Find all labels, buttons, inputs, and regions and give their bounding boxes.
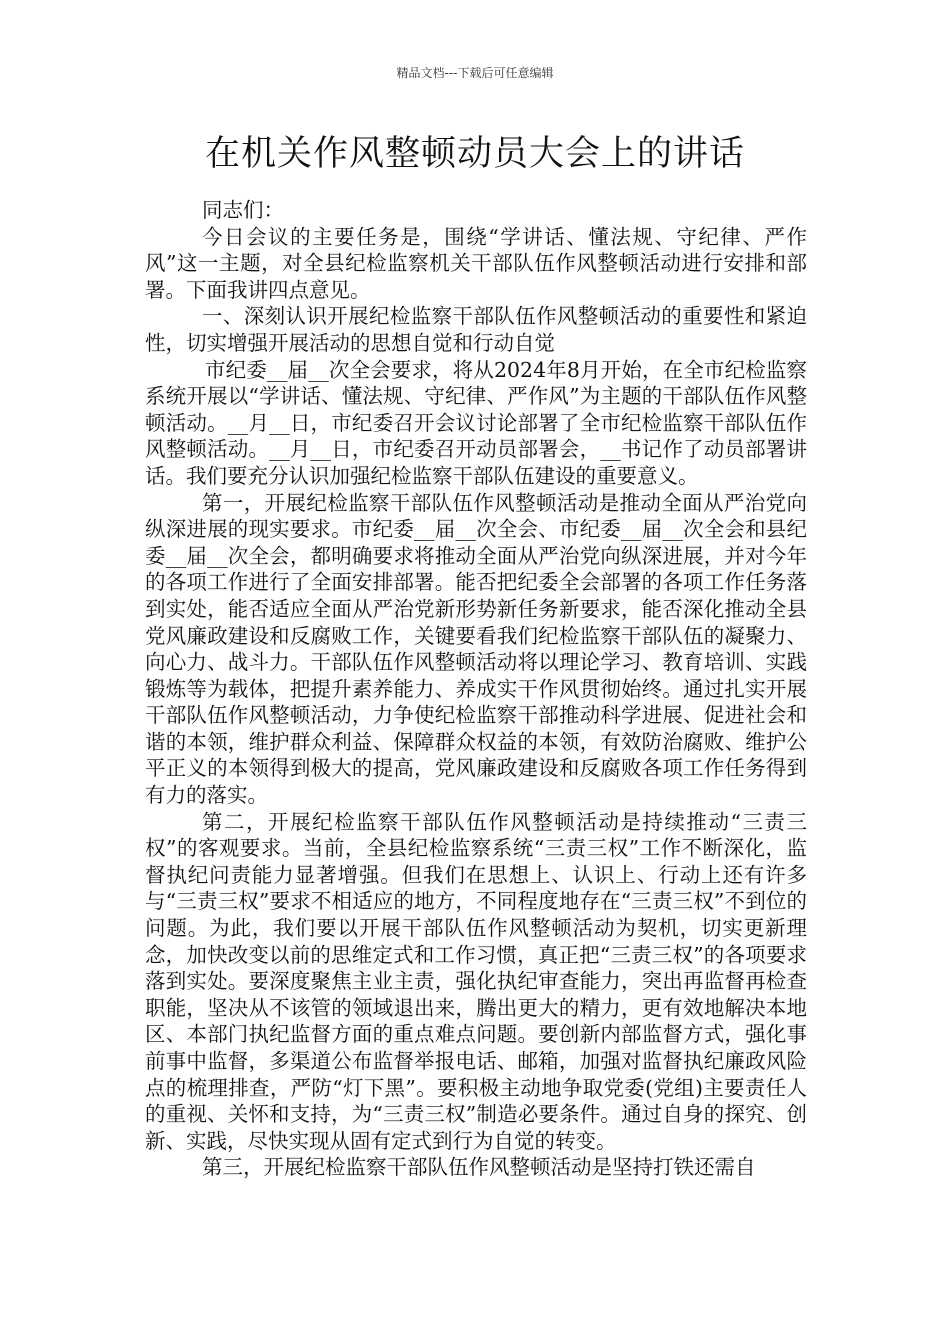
- paragraph-point-first: 第一，开展纪检监察干部队伍作风整顿活动是推动全面从严治党向纵深进展的现实要求。市纪委__届__次全会、市纪委__届__次全会和县纪委__届__次全会，都明确要求将推动全面从严治党向纵深进展，并对今年的各项工作进行了全面安排部署。能否把纪委全会部署的各项工作任务落到实处，能否适应全面从严治党新形势新任务新要求，能否深化推动全县党风廉政建设和反腐败工作，关键要看我们纪检监察干部队伍的凝聚力、向心力、战斗力。干部队伍作风整顿活动将以理论学习、教育培训、实践锻炼等为载体，把提升素养能力、养成实干作风贯彻始终。通过扎实开展干部队伍作风整顿活动，力争使纪检监察干部推动科学进展、促进社会和谐的本领，维护群众利益、保障群众权益的本领，有效防治腐败、维护公平正义的本领得到极大的提高，党风廉政建设和反腐败各项工作任务得到有力的落实。: [145, 490, 807, 808]
- paragraph-point-third: 第三，开展纪检监察干部队伍作风整顿活动是坚持打铁还需自: [202, 1155, 756, 1180]
- document-title: 在机关作风整顿动员大会上的讲话: [204, 134, 745, 174]
- paragraph-intro: 今日会议的主要任务是，围绕“学讲话、懂法规、守纪律、严作风”这一主题，对全县纪检监察机关干部队伍作风整顿活动进行安排和部署。下面我讲四点意见。: [145, 224, 807, 302]
- paragraph-background: 市纪委__届__次全会要求，将从2024年8月开始，在全市纪检监察系统开展以“学讲话、懂法规、守纪律、严作风”为主题的干部队伍作风整顿活动。__月__日，市纪委召开会议讨论部署了全市纪检监察干部队伍作风整顿活动。__月__日，市纪委召开动员部署会，__书记作了动员部署讲话。我们要充分认识加强纪检监察干部队伍建设的重要意义。: [145, 357, 807, 488]
- paragraph-point-second: 第二，开展纪检监察干部队伍作风整顿活动是持续推动“三责三权”的客观要求。当前，全县纪检监察系统“三责三权”工作不断深化，监督执纪问责能力显著增强。但我们在思想上、认识上、行动上还有许多与“三责三权”要求不相适应的地方，不同程度地存在“三责三权”不到位的问题。为此，我们要以开展干部队伍作风整顿活动为契机，切实更新理念，加快改变以前的思维定式和工作习惯，真正把“三责三权”的各项要求落到实处。要深度聚焦主业主责，强化执纪审查能力，突出再监督再检查职能，坚决从不该管的领域退出来，腾出更大的精力，更有效地解决本地区、本部门执纪监督方面的重点难点问题。要创新内部监督方式，强化事前事中监督，多渠道公布监督举报电话、邮箱，加强对监督执纪廉政风险点的梳理排查，严防“灯下黑”。要积极主动地争取党委(党组)主要责任人的重视、关怀和支持，为“三责三权”制造必要条件。通过自身的探究、创新、实践，尽快实现从固有定式到行为自觉的转变。: [145, 809, 807, 1153]
- document-body: [145, 197, 807, 1181]
- salutation: 同志们：: [202, 198, 284, 222]
- section-heading-one: 一、深刻认识开展纪检监察干部队伍作风整顿活动的重要性和紧迫性，切实增强开展活动的思想自觉和行动自觉: [145, 304, 807, 355]
- page-header: 精品文档---下载后可任意编辑: [396, 66, 554, 80]
